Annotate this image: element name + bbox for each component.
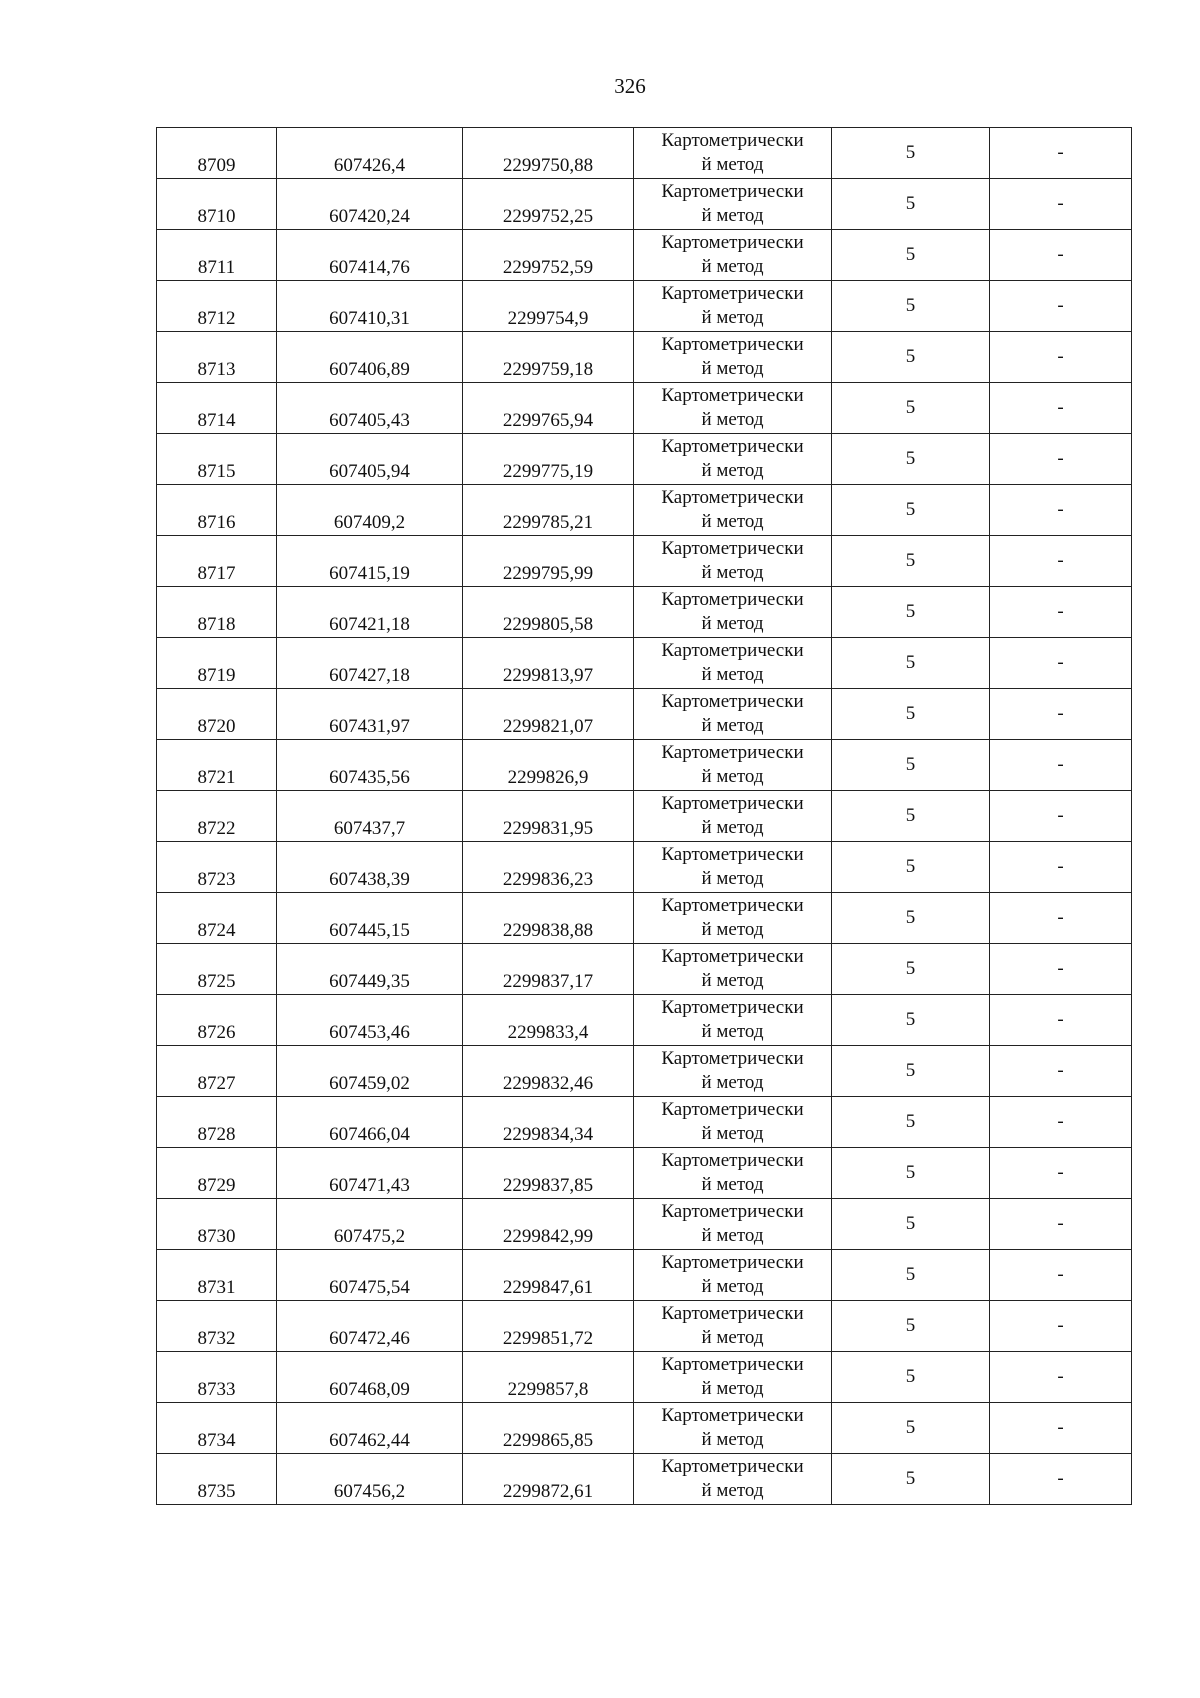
note-cell: - <box>990 995 1132 1046</box>
x-coordinate-cell: 607475,54 <box>277 1250 463 1301</box>
x-coordinate-cell: 607415,19 <box>277 536 463 587</box>
note-cell: - <box>990 1301 1132 1352</box>
note-cell: - <box>990 740 1132 791</box>
method-text-line: Картометрически <box>661 130 804 151</box>
method-text-line: Картометрически <box>661 742 804 763</box>
method-text-line: й метод <box>701 511 764 532</box>
table-row <box>157 1403 1132 1454</box>
page-number: 326 <box>614 74 646 98</box>
x-coordinate-cell: 607435,56 <box>277 740 463 791</box>
y-coordinate-cell: 2299831,95 <box>463 791 634 842</box>
note-cell: - <box>990 587 1132 638</box>
accuracy-cell: 5 <box>832 1301 990 1352</box>
point-number-cell: 8721 <box>157 740 277 791</box>
method-text-line: Картометрически <box>661 1201 804 1222</box>
method-text-line: Картометрически <box>661 1048 804 1069</box>
table-row <box>157 995 1132 1046</box>
method-text-line: Картометрически <box>661 895 804 916</box>
method-cell <box>634 179 832 230</box>
method-cell <box>634 791 832 842</box>
point-number-cell: 8730 <box>157 1199 277 1250</box>
y-coordinate-cell: 2299754,9 <box>463 281 634 332</box>
point-number-cell: 8722 <box>157 791 277 842</box>
point-number-cell: 8734 <box>157 1403 277 1454</box>
note-cell: - <box>990 638 1132 689</box>
method-cell <box>634 1148 832 1199</box>
y-coordinate-cell: 2299838,88 <box>463 893 634 944</box>
table-row <box>157 434 1132 485</box>
table-row <box>157 638 1132 689</box>
method-cell <box>634 1301 832 1352</box>
method-text-line: й метод <box>701 409 764 430</box>
method-text-line: й метод <box>701 256 764 277</box>
method-text-line: й метод <box>701 562 764 583</box>
accuracy-cell: 5 <box>832 1148 990 1199</box>
table-row <box>157 893 1132 944</box>
method-cell <box>634 638 832 689</box>
table-row <box>157 230 1132 281</box>
note-cell: - <box>990 1046 1132 1097</box>
x-coordinate-cell: 607438,39 <box>277 842 463 893</box>
method-text-line: й метод <box>701 154 764 175</box>
x-coordinate-cell: 607431,97 <box>277 689 463 740</box>
point-number-cell: 8717 <box>157 536 277 587</box>
point-number-cell: 8711 <box>157 230 277 281</box>
note-cell: - <box>990 281 1132 332</box>
method-text-line: й метод <box>701 1174 764 1195</box>
point-number-cell: 8710 <box>157 179 277 230</box>
table-row <box>157 944 1132 995</box>
y-coordinate-cell: 2299826,9 <box>463 740 634 791</box>
table-row <box>157 689 1132 740</box>
note-cell: - <box>990 128 1132 179</box>
point-number-cell: 8735 <box>157 1454 277 1505</box>
note-cell: - <box>990 791 1132 842</box>
accuracy-cell: 5 <box>832 179 990 230</box>
method-cell <box>634 893 832 944</box>
x-coordinate-cell: 607420,24 <box>277 179 463 230</box>
accuracy-cell: 5 <box>832 536 990 587</box>
y-coordinate-cell: 2299872,61 <box>463 1454 634 1505</box>
method-text-line: й метод <box>701 868 764 889</box>
table-row <box>157 128 1132 179</box>
accuracy-cell: 5 <box>832 1199 990 1250</box>
y-coordinate-cell: 2299775,19 <box>463 434 634 485</box>
y-coordinate-cell: 2299759,18 <box>463 332 634 383</box>
method-text-line: Картометрически <box>661 538 804 559</box>
table-row <box>157 1148 1132 1199</box>
point-number-cell: 8709 <box>157 128 277 179</box>
note-cell: - <box>990 434 1132 485</box>
method-text-line: й метод <box>701 613 764 634</box>
method-text-line: Картометрически <box>661 793 804 814</box>
accuracy-cell: 5 <box>832 995 990 1046</box>
method-cell <box>634 944 832 995</box>
method-cell <box>634 281 832 332</box>
y-coordinate-cell: 2299832,46 <box>463 1046 634 1097</box>
table-row <box>157 485 1132 536</box>
method-text-line: Картометрически <box>661 844 804 865</box>
table-row <box>157 1199 1132 1250</box>
note-cell: - <box>990 893 1132 944</box>
note-cell: - <box>990 485 1132 536</box>
table-row <box>157 1301 1132 1352</box>
method-text-line: Картометрически <box>661 1099 804 1120</box>
table-row <box>157 1352 1132 1403</box>
method-text-line: Картометрически <box>661 385 804 406</box>
x-coordinate-cell: 607475,2 <box>277 1199 463 1250</box>
point-number-cell: 8724 <box>157 893 277 944</box>
note-cell: - <box>990 1403 1132 1454</box>
table-row <box>157 332 1132 383</box>
point-number-cell: 8719 <box>157 638 277 689</box>
point-number-cell: 8729 <box>157 1148 277 1199</box>
method-cell <box>634 1199 832 1250</box>
point-number-cell: 8725 <box>157 944 277 995</box>
method-text-line: Картометрически <box>661 1405 804 1426</box>
x-coordinate-cell: 607449,35 <box>277 944 463 995</box>
point-number-cell: 8728 <box>157 1097 277 1148</box>
point-number-cell: 8712 <box>157 281 277 332</box>
x-coordinate-cell: 607426,4 <box>277 128 463 179</box>
point-number-cell: 8714 <box>157 383 277 434</box>
table-row <box>157 842 1132 893</box>
x-coordinate-cell: 607437,7 <box>277 791 463 842</box>
method-cell <box>634 383 832 434</box>
y-coordinate-cell: 2299805,58 <box>463 587 634 638</box>
note-cell: - <box>990 944 1132 995</box>
accuracy-cell: 5 <box>832 332 990 383</box>
y-coordinate-cell: 2299750,88 <box>463 128 634 179</box>
accuracy-cell: 5 <box>832 740 990 791</box>
x-coordinate-cell: 607405,43 <box>277 383 463 434</box>
method-text-line: Картометрически <box>661 1150 804 1171</box>
table-row <box>157 281 1132 332</box>
note-cell: - <box>990 179 1132 230</box>
accuracy-cell: 5 <box>832 230 990 281</box>
point-number-cell: 8723 <box>157 842 277 893</box>
accuracy-cell: 5 <box>832 128 990 179</box>
point-number-cell: 8720 <box>157 689 277 740</box>
point-number-cell: 8733 <box>157 1352 277 1403</box>
accuracy-cell: 5 <box>832 383 990 434</box>
y-coordinate-cell: 2299821,07 <box>463 689 634 740</box>
method-text-line: Картометрически <box>661 436 804 457</box>
method-text-line: й метод <box>701 715 764 736</box>
x-coordinate-cell: 607471,43 <box>277 1148 463 1199</box>
y-coordinate-cell: 2299847,61 <box>463 1250 634 1301</box>
coordinates-table-body <box>157 128 1132 1505</box>
y-coordinate-cell: 2299795,99 <box>463 536 634 587</box>
method-cell <box>634 1454 832 1505</box>
table-row <box>157 740 1132 791</box>
note-cell: - <box>990 383 1132 434</box>
method-text-line: й метод <box>701 766 764 787</box>
method-text-line: й метод <box>701 1021 764 1042</box>
method-cell <box>634 740 832 791</box>
method-text-line: й метод <box>701 1480 764 1501</box>
accuracy-cell: 5 <box>832 1403 990 1454</box>
table-row <box>157 1454 1132 1505</box>
x-coordinate-cell: 607462,44 <box>277 1403 463 1454</box>
method-text-line: Картометрически <box>661 589 804 610</box>
method-text-line: Картометрически <box>661 1354 804 1375</box>
method-text-line: Картометрически <box>661 640 804 661</box>
table-row <box>157 1097 1132 1148</box>
note-cell: - <box>990 842 1132 893</box>
note-cell: - <box>990 1352 1132 1403</box>
note-cell: - <box>990 536 1132 587</box>
accuracy-cell: 5 <box>832 1454 990 1505</box>
note-cell: - <box>990 1250 1132 1301</box>
method-cell <box>634 536 832 587</box>
method-text-line: Картометрически <box>661 691 804 712</box>
table-row <box>157 1046 1132 1097</box>
y-coordinate-cell: 2299836,23 <box>463 842 634 893</box>
accuracy-cell: 5 <box>832 893 990 944</box>
coordinates-table <box>156 127 1132 1505</box>
y-coordinate-cell: 2299813,97 <box>463 638 634 689</box>
method-text-line: й метод <box>701 919 764 940</box>
method-text-line: й метод <box>701 1276 764 1297</box>
method-cell <box>634 230 832 281</box>
method-text-line: й метод <box>701 307 764 328</box>
method-text-line: й метод <box>701 1327 764 1348</box>
method-cell <box>634 587 832 638</box>
accuracy-cell: 5 <box>832 1250 990 1301</box>
method-cell <box>634 434 832 485</box>
table-row <box>157 383 1132 434</box>
y-coordinate-cell: 2299785,21 <box>463 485 634 536</box>
method-text-line: Картометрически <box>661 283 804 304</box>
y-coordinate-cell: 2299837,17 <box>463 944 634 995</box>
method-text-line: й метод <box>701 460 764 481</box>
method-cell <box>634 485 832 536</box>
table-row <box>157 536 1132 587</box>
method-text-line: й метод <box>701 1072 764 1093</box>
accuracy-cell: 5 <box>832 944 990 995</box>
accuracy-cell: 5 <box>832 587 990 638</box>
y-coordinate-cell: 2299857,8 <box>463 1352 634 1403</box>
method-text-line: й метод <box>701 358 764 379</box>
accuracy-cell: 5 <box>832 638 990 689</box>
method-cell <box>634 1046 832 1097</box>
table-row <box>157 791 1132 842</box>
method-text-line: Картометрически <box>661 232 804 253</box>
accuracy-cell: 5 <box>832 689 990 740</box>
x-coordinate-cell: 607456,2 <box>277 1454 463 1505</box>
method-text-line: й метод <box>701 664 764 685</box>
accuracy-cell: 5 <box>832 1097 990 1148</box>
note-cell: - <box>990 230 1132 281</box>
method-text-line: й метод <box>701 970 764 991</box>
accuracy-cell: 5 <box>832 281 990 332</box>
point-number-cell: 8716 <box>157 485 277 536</box>
x-coordinate-cell: 607466,04 <box>277 1097 463 1148</box>
y-coordinate-cell: 2299752,59 <box>463 230 634 281</box>
x-coordinate-cell: 607453,46 <box>277 995 463 1046</box>
method-text-line: й метод <box>701 1123 764 1144</box>
accuracy-cell: 5 <box>832 434 990 485</box>
accuracy-cell: 5 <box>832 485 990 536</box>
accuracy-cell: 5 <box>832 791 990 842</box>
method-text-line: Картометрически <box>661 1303 804 1324</box>
method-cell <box>634 689 832 740</box>
method-text-line: й метод <box>701 1429 764 1450</box>
method-cell <box>634 1250 832 1301</box>
method-text-line: й метод <box>701 817 764 838</box>
x-coordinate-cell: 607405,94 <box>277 434 463 485</box>
y-coordinate-cell: 2299842,99 <box>463 1199 634 1250</box>
x-coordinate-cell: 607468,09 <box>277 1352 463 1403</box>
table-row <box>157 587 1132 638</box>
note-cell: - <box>990 1454 1132 1505</box>
x-coordinate-cell: 607414,76 <box>277 230 463 281</box>
x-coordinate-cell: 607472,46 <box>277 1301 463 1352</box>
note-cell: - <box>990 1097 1132 1148</box>
point-number-cell: 8732 <box>157 1301 277 1352</box>
point-number-cell: 8718 <box>157 587 277 638</box>
note-cell: - <box>990 1148 1132 1199</box>
note-cell: - <box>990 1199 1132 1250</box>
method-text-line: Картометрически <box>661 487 804 508</box>
method-cell <box>634 842 832 893</box>
y-coordinate-cell: 2299765,94 <box>463 383 634 434</box>
method-text-line: Картометрически <box>661 1456 804 1477</box>
y-coordinate-cell: 2299834,34 <box>463 1097 634 1148</box>
method-cell <box>634 995 832 1046</box>
method-text-line: й метод <box>701 1225 764 1246</box>
point-number-cell: 8731 <box>157 1250 277 1301</box>
method-cell <box>634 1403 832 1454</box>
point-number-cell: 8726 <box>157 995 277 1046</box>
x-coordinate-cell: 607445,15 <box>277 893 463 944</box>
method-text-line: Картометрически <box>661 1252 804 1273</box>
x-coordinate-cell: 607421,18 <box>277 587 463 638</box>
method-cell <box>634 128 832 179</box>
accuracy-cell: 5 <box>832 1352 990 1403</box>
x-coordinate-cell: 607410,31 <box>277 281 463 332</box>
y-coordinate-cell: 2299851,72 <box>463 1301 634 1352</box>
method-cell <box>634 1352 832 1403</box>
x-coordinate-cell: 607409,2 <box>277 485 463 536</box>
method-text-line: Картометрически <box>661 997 804 1018</box>
method-text-line: Картометрически <box>661 946 804 967</box>
note-cell: - <box>990 689 1132 740</box>
y-coordinate-cell: 2299752,25 <box>463 179 634 230</box>
note-cell: - <box>990 332 1132 383</box>
method-cell <box>634 1097 832 1148</box>
y-coordinate-cell: 2299833,4 <box>463 995 634 1046</box>
point-number-cell: 8715 <box>157 434 277 485</box>
method-cell <box>634 332 832 383</box>
method-text-line: Картометрически <box>661 181 804 202</box>
point-number-cell: 8727 <box>157 1046 277 1097</box>
y-coordinate-cell: 2299837,85 <box>463 1148 634 1199</box>
x-coordinate-cell: 607427,18 <box>277 638 463 689</box>
accuracy-cell: 5 <box>832 842 990 893</box>
table-row <box>157 1250 1132 1301</box>
table-row <box>157 179 1132 230</box>
x-coordinate-cell: 607459,02 <box>277 1046 463 1097</box>
point-number-cell: 8713 <box>157 332 277 383</box>
x-coordinate-cell: 607406,89 <box>277 332 463 383</box>
method-text-line: й метод <box>701 1378 764 1399</box>
method-text-line: Картометрически <box>661 334 804 355</box>
y-coordinate-cell: 2299865,85 <box>463 1403 634 1454</box>
method-text-line: й метод <box>701 205 764 226</box>
accuracy-cell: 5 <box>832 1046 990 1097</box>
